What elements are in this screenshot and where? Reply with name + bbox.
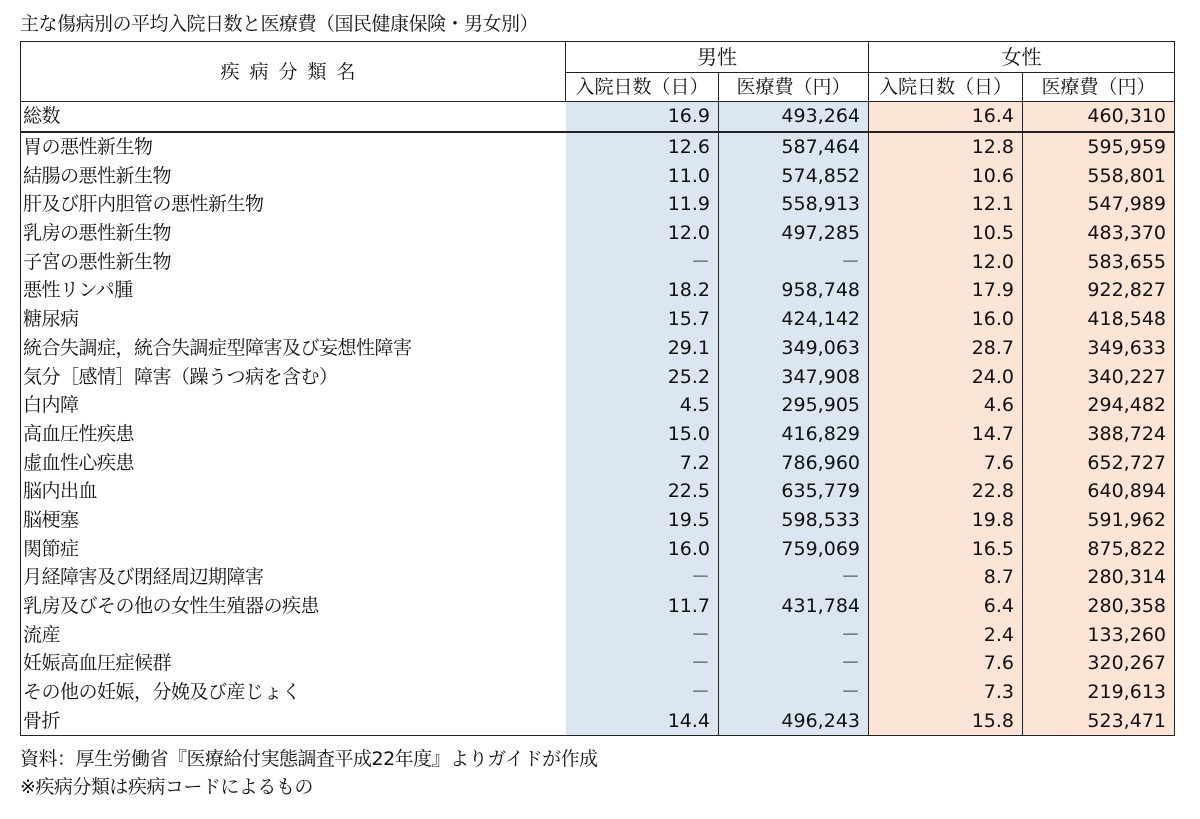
- disease-name-cell: 関節症: [21, 534, 566, 563]
- female-cost-cell: 388,724: [1023, 420, 1175, 449]
- female-days-cell: 2.4: [869, 620, 1023, 649]
- disease-name-cell: 高血圧性疾患: [21, 420, 566, 449]
- disease-name-cell: 子宮の悪性新生物: [21, 247, 566, 276]
- male-days-header: 入院日数（日）: [566, 73, 719, 102]
- disease-name-cell: 虚血性心疾患: [21, 448, 566, 477]
- female-cost-cell: 320,267: [1023, 649, 1175, 678]
- disease-name-header: 疾病分類名: [21, 42, 566, 102]
- table-row: [21, 563, 1175, 592]
- disease-name-cell: 白内障: [21, 391, 566, 420]
- female-cost-cell: 483,370: [1023, 219, 1175, 248]
- female-days-cell: 8.7: [869, 563, 1023, 592]
- male-days-cell: －: [566, 649, 719, 678]
- male-cost-cell: 424,142: [719, 305, 869, 334]
- male-days-cell: 16.9: [566, 102, 719, 132]
- female-cost-cell: 133,260: [1023, 620, 1175, 649]
- disease-name-cell: 流産: [21, 620, 566, 649]
- male-days-cell: 12.6: [566, 132, 719, 162]
- table-row: [21, 448, 1175, 477]
- disease-name-cell: 気分［感情］障害（躁うつ病を含む）: [21, 362, 566, 391]
- male-days-cell: 11.7: [566, 592, 719, 621]
- male-cost-cell: 295,905: [719, 391, 869, 420]
- male-cost-cell: 349,063: [719, 334, 869, 363]
- female-days-cell: 7.6: [869, 448, 1023, 477]
- female-days-cell: 4.6: [869, 391, 1023, 420]
- female-cost-cell: 460,310: [1023, 102, 1175, 132]
- female-days-cell: 16.4: [869, 102, 1023, 132]
- male-cost-cell: 558,913: [719, 190, 869, 219]
- table-row: [21, 592, 1175, 621]
- male-cost-cell: －: [719, 678, 869, 707]
- female-days-cell: 10.6: [869, 161, 1023, 190]
- female-cost-cell: 340,227: [1023, 362, 1175, 391]
- male-cost-cell: 635,779: [719, 477, 869, 506]
- female-days-cell: 17.9: [869, 276, 1023, 305]
- disease-name-cell: 骨折: [21, 706, 566, 735]
- disease-name-cell: 統合失調症，統合失調症型障害及び妄想性障害: [21, 334, 566, 363]
- disease-name-cell: 糖尿病: [21, 305, 566, 334]
- male-cost-cell: 493,264: [719, 102, 869, 132]
- male-cost-cell: 587,464: [719, 132, 869, 162]
- disease-name-cell: 肝及び肝内胆管の悪性新生物: [21, 190, 566, 219]
- male-cost-cell: 416,829: [719, 420, 869, 449]
- male-cost-cell: 598,533: [719, 506, 869, 535]
- male-cost-cell: 496,243: [719, 706, 869, 735]
- female-cost-cell: 294,482: [1023, 391, 1175, 420]
- female-days-cell: 12.0: [869, 247, 1023, 276]
- disease-name-cell: 悪性リンパ腫: [21, 276, 566, 305]
- female-cost-cell: 280,358: [1023, 592, 1175, 621]
- female-days-cell: 14.7: [869, 420, 1023, 449]
- table-row: [21, 305, 1175, 334]
- source-note: 資料：厚生労働省『医療給付実態調査平成22年度』よりガイドが作成: [20, 748, 598, 770]
- female-cost-cell: 875,822: [1023, 534, 1175, 563]
- table-row: [21, 247, 1175, 276]
- male-cost-cell: 431,784: [719, 592, 869, 621]
- disease-name-cell: 胃の悪性新生物: [21, 132, 566, 162]
- female-cost-cell: 349,633: [1023, 334, 1175, 363]
- female-days-cell: 15.8: [869, 706, 1023, 735]
- table-row: [21, 420, 1175, 449]
- female-days-cell: 12.8: [869, 132, 1023, 162]
- female-days-cell: 24.0: [869, 362, 1023, 391]
- table-row: [21, 219, 1175, 248]
- male-days-cell: 22.5: [566, 477, 719, 506]
- female-days-cell: 7.6: [869, 649, 1023, 678]
- table-row: [21, 276, 1175, 305]
- male-cost-cell: －: [719, 620, 869, 649]
- table-row: [21, 506, 1175, 535]
- female-days-cell: 7.3: [869, 678, 1023, 707]
- male-days-cell: 18.2: [566, 276, 719, 305]
- male-days-cell: －: [566, 620, 719, 649]
- total-row: [21, 102, 1175, 132]
- hospitalization-table: [20, 41, 1175, 736]
- male-days-cell: 15.7: [566, 305, 719, 334]
- female-header: 女性: [869, 42, 1175, 73]
- female-days-cell: 12.1: [869, 190, 1023, 219]
- male-days-cell: 11.0: [566, 161, 719, 190]
- male-days-cell: 15.0: [566, 420, 719, 449]
- table-row: [21, 132, 1175, 162]
- female-cost-cell: 547,989: [1023, 190, 1175, 219]
- male-cost-cell: 786,960: [719, 448, 869, 477]
- table-row: [21, 334, 1175, 363]
- male-days-cell: 25.2: [566, 362, 719, 391]
- female-cost-header: 医療費（円）: [1023, 73, 1175, 102]
- female-cost-cell: 922,827: [1023, 276, 1175, 305]
- male-cost-cell: 497,285: [719, 219, 869, 248]
- table-row: [21, 391, 1175, 420]
- female-cost-cell: 280,314: [1023, 563, 1175, 592]
- male-days-cell: －: [566, 247, 719, 276]
- disease-name-cell: 乳房及びその他の女性生殖器の疾患: [21, 592, 566, 621]
- male-days-cell: 12.0: [566, 219, 719, 248]
- male-cost-cell: －: [719, 247, 869, 276]
- female-days-cell: 22.8: [869, 477, 1023, 506]
- female-cost-cell: 595,959: [1023, 132, 1175, 162]
- female-days-header: 入院日数（日）: [869, 73, 1023, 102]
- table-row: [21, 190, 1175, 219]
- male-cost-cell: －: [719, 649, 869, 678]
- male-days-cell: 11.9: [566, 190, 719, 219]
- male-cost-cell: 958,748: [719, 276, 869, 305]
- male-days-cell: 16.0: [566, 534, 719, 563]
- disease-name-cell: 脳梗塞: [21, 506, 566, 535]
- female-cost-cell: 219,613: [1023, 678, 1175, 707]
- male-days-cell: －: [566, 678, 719, 707]
- male-days-cell: －: [566, 563, 719, 592]
- female-days-cell: 19.8: [869, 506, 1023, 535]
- table-row: [21, 477, 1175, 506]
- male-cost-cell: 759,069: [719, 534, 869, 563]
- table-row: [21, 706, 1175, 735]
- male-days-cell: 14.4: [566, 706, 719, 735]
- table-row: [21, 534, 1175, 563]
- male-cost-cell: 347,908: [719, 362, 869, 391]
- female-days-cell: 28.7: [869, 334, 1023, 363]
- female-cost-cell: 591,962: [1023, 506, 1175, 535]
- female-cost-cell: 558,801: [1023, 161, 1175, 190]
- table-title: 主な傷病別の平均入院日数と医療費（国民健康保険・男女別）: [20, 13, 539, 35]
- disease-name-cell: 月経障害及び閉経周辺期障害: [21, 563, 566, 592]
- female-cost-cell: 652,727: [1023, 448, 1175, 477]
- table-row: [21, 649, 1175, 678]
- disease-name-cell: 乳房の悪性新生物: [21, 219, 566, 248]
- disease-name-cell: 総数: [21, 102, 566, 132]
- female-cost-cell: 583,655: [1023, 247, 1175, 276]
- female-days-cell: 6.4: [869, 592, 1023, 621]
- disease-name-cell: 妊娠高血圧症候群: [21, 649, 566, 678]
- male-days-cell: 7.2: [566, 448, 719, 477]
- male-days-cell: 29.1: [566, 334, 719, 363]
- table-row: [21, 362, 1175, 391]
- disease-name-cell: その他の妊娠，分娩及び産じょく: [21, 678, 566, 707]
- female-days-cell: 16.0: [869, 305, 1023, 334]
- female-days-cell: 10.5: [869, 219, 1023, 248]
- male-days-cell: 4.5: [566, 391, 719, 420]
- disease-name-cell: 結腸の悪性新生物: [21, 161, 566, 190]
- footnote: ※疾病分類は疾病コードによるもの: [20, 776, 313, 798]
- table-row: [21, 161, 1175, 190]
- female-cost-cell: 523,471: [1023, 706, 1175, 735]
- female-cost-cell: 640,894: [1023, 477, 1175, 506]
- male-cost-header: 医療費（円）: [719, 73, 869, 102]
- table-row: [21, 678, 1175, 707]
- male-header: 男性: [566, 42, 869, 73]
- female-cost-cell: 418,548: [1023, 305, 1175, 334]
- disease-name-cell: 脳内出血: [21, 477, 566, 506]
- table-row: [21, 620, 1175, 649]
- male-cost-cell: －: [719, 563, 869, 592]
- male-days-cell: 19.5: [566, 506, 719, 535]
- male-cost-cell: 574,852: [719, 161, 869, 190]
- female-days-cell: 16.5: [869, 534, 1023, 563]
